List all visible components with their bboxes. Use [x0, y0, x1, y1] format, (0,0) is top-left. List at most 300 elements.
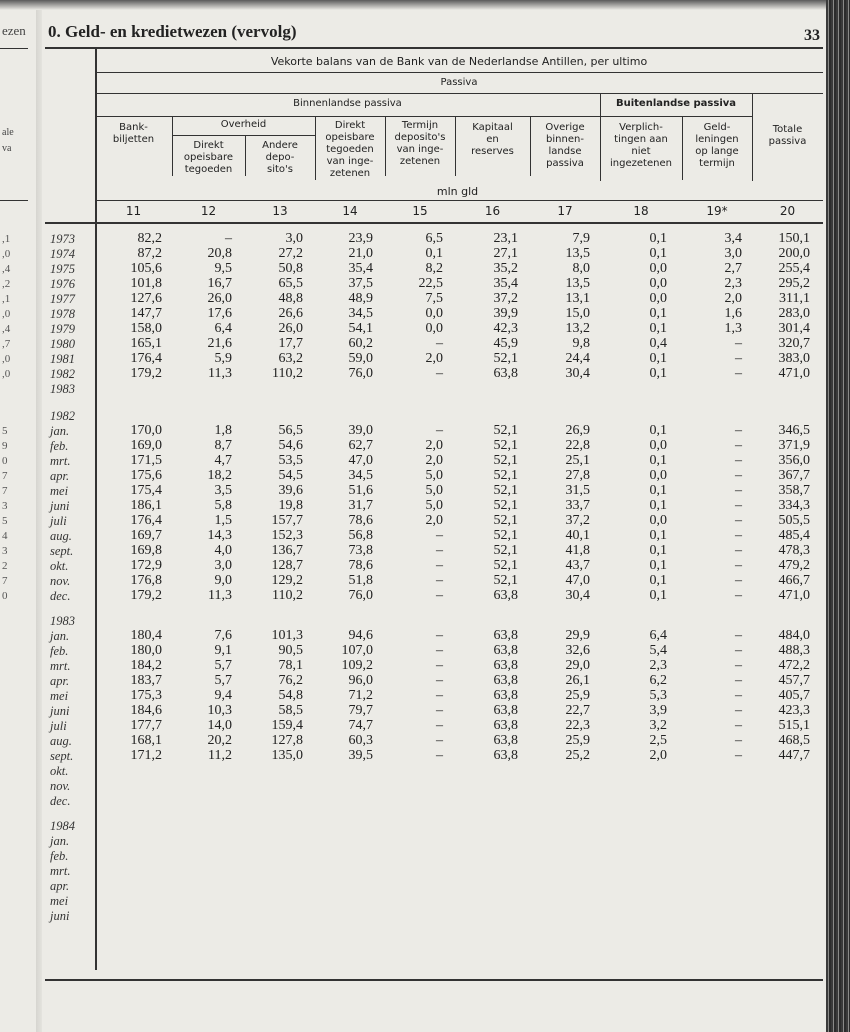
table-cell: 457,7 — [778, 673, 810, 688]
table-cell: 24,4 — [565, 351, 590, 366]
table-cell: 0,4 — [649, 336, 667, 351]
table-cell: 48,9 — [348, 291, 373, 306]
table-cell: 175,4 — [130, 483, 162, 498]
table-cell: 25,9 — [565, 688, 590, 703]
table-cell: – — [735, 543, 742, 558]
table-cell: 13,5 — [565, 276, 590, 291]
scan-shadow — [0, 0, 850, 10]
table-cell: 14,3 — [207, 528, 232, 543]
table-cell: 59,0 — [348, 351, 373, 366]
table-cell: 34,5 — [348, 468, 373, 483]
table-cell: 9,8 — [572, 336, 590, 351]
column-number: 11 — [125, 204, 142, 218]
table-cell: 11,3 — [208, 366, 232, 381]
prev-page-digit: 4 — [2, 530, 8, 542]
table-cell: 157,7 — [271, 513, 303, 528]
row-label: 1979 — [50, 322, 75, 336]
row-label: 1981 — [50, 352, 75, 366]
row-label: 1975 — [50, 262, 75, 276]
table-cell: 255,4 — [778, 261, 810, 276]
table-cell: 11,2 — [208, 748, 232, 763]
column-header-20: Totale passiva — [768, 124, 807, 147]
table-cell: 42,3 — [493, 321, 518, 336]
table-cell: 7,6 — [214, 628, 232, 643]
column-header-18: Verplich- tingen aan niet ingezetenen — [610, 122, 672, 169]
column-number: 17 — [557, 204, 573, 218]
rule — [95, 72, 823, 73]
table-cell: 3,9 — [649, 703, 667, 718]
table-cell: 0,1 — [649, 588, 667, 603]
table-cell: 45,9 — [493, 336, 518, 351]
table-cell: 4,0 — [214, 543, 232, 558]
column-number: 15 — [412, 204, 428, 218]
table-cell: 52,1 — [493, 498, 518, 513]
table-cell: 35,4 — [493, 276, 518, 291]
table-cell: 37,2 — [493, 291, 518, 306]
prev-page-digit: ,7 — [2, 338, 11, 350]
table-cell: 63,8 — [493, 703, 518, 718]
table-cell: – — [735, 438, 742, 453]
table-cell: 63,8 — [493, 658, 518, 673]
table-cell: 346,5 — [778, 423, 810, 438]
rule — [172, 135, 315, 136]
table-cell: 1,8 — [214, 423, 232, 438]
table-cell: 52,1 — [493, 453, 518, 468]
table-cell: 50,8 — [278, 261, 303, 276]
table-cell: 3,0 — [724, 246, 742, 261]
table-cell: 2,7 — [724, 261, 742, 276]
table-cell: 101,3 — [271, 628, 303, 643]
table-caption: Vekorte balans van de Bank van de Nederlandse Antillen, per ultimo — [270, 55, 648, 68]
table-cell: 63,8 — [493, 628, 518, 643]
prev-page-digit: ,0 — [2, 308, 11, 320]
row-label: 1978 — [50, 307, 75, 321]
table-cell: 479,2 — [778, 558, 810, 573]
table-cell: 0,1 — [649, 453, 667, 468]
table-cell: 5,7 — [214, 658, 232, 673]
table-cell: 43,7 — [565, 558, 590, 573]
table-cell: 171,2 — [130, 748, 162, 763]
table-cell: 0,1 — [649, 231, 667, 246]
table-cell: 63,8 — [493, 643, 518, 658]
prev-page-digit: 0 — [2, 455, 8, 467]
row-label: feb. — [50, 644, 69, 658]
table-cell: 0,1 — [649, 573, 667, 588]
column-header-16: Kapitaal en reserves — [471, 122, 514, 157]
table-cell: 515,1 — [778, 718, 810, 733]
table-cell: 3,4 — [724, 231, 742, 246]
table-cell: 5,7 — [214, 673, 232, 688]
table-cell: 5,0 — [425, 498, 443, 513]
table-cell: 0,1 — [649, 366, 667, 381]
table-cell: 358,7 — [778, 483, 810, 498]
row-label: sept. — [50, 544, 74, 558]
table-cell: 0,1 — [649, 351, 667, 366]
table-cell: 63,8 — [493, 366, 518, 381]
table-cell: 176,4 — [130, 351, 162, 366]
table-cell: 1,5 — [214, 513, 232, 528]
table-cell: 71,2 — [348, 688, 373, 703]
table-cell: – — [735, 718, 742, 733]
table-cell: 0,0 — [649, 261, 667, 276]
column-header-12: Direkt opeisbare tegoeden — [183, 140, 234, 175]
table-cell: 29,0 — [565, 658, 590, 673]
table-cell: 129,2 — [271, 573, 303, 588]
table-cell: 52,1 — [493, 351, 518, 366]
table-cell: 63,8 — [493, 718, 518, 733]
table-cell: 159,4 — [271, 718, 303, 733]
table-cell: 26,0 — [278, 321, 303, 336]
table-cell: 472,2 — [778, 658, 810, 673]
table-cell: 35,4 — [348, 261, 373, 276]
table-cell: – — [735, 673, 742, 688]
table-cell: 90,5 — [278, 643, 303, 658]
prev-page-digit: 7 — [2, 485, 8, 497]
table-cell: 47,0 — [565, 573, 590, 588]
table-cell: 478,3 — [778, 543, 810, 558]
table-cell: 30,4 — [565, 366, 590, 381]
table-cell: 26,6 — [278, 306, 303, 321]
table-cell: 9,4 — [214, 688, 232, 703]
table-cell: 58,5 — [278, 703, 303, 718]
header-overheid: Overheid — [220, 119, 267, 130]
table-cell: – — [436, 643, 443, 658]
rule — [600, 116, 752, 117]
table-cell: – — [735, 703, 742, 718]
table-cell: – — [735, 688, 742, 703]
table-cell: 40,1 — [565, 528, 590, 543]
table-cell: 52,1 — [493, 573, 518, 588]
prev-page-digit: ,4 — [2, 263, 11, 275]
column-number: 20 — [779, 204, 796, 218]
table-cell: – — [735, 588, 742, 603]
year-label: 1984 — [50, 819, 75, 833]
table-cell: 2,0 — [724, 291, 742, 306]
year-label: 1983 — [50, 614, 75, 628]
table-cell: 21,6 — [207, 336, 232, 351]
prev-page-digit: 3 — [2, 500, 8, 512]
table-cell: 63,2 — [278, 351, 303, 366]
table-cell: – — [735, 423, 742, 438]
table-cell: 488,3 — [778, 643, 810, 658]
table-cell: 19,8 — [278, 498, 303, 513]
table-cell: – — [436, 528, 443, 543]
row-label: mei — [50, 689, 69, 703]
table-cell: 48,8 — [278, 291, 303, 306]
table-cell: 13,1 — [565, 291, 590, 306]
table-cell: 3,2 — [649, 718, 667, 733]
row-label: okt. — [50, 559, 69, 573]
table-cell: 405,7 — [778, 688, 810, 703]
prev-page-digit: 5 — [2, 425, 8, 437]
table-cell: 301,4 — [778, 321, 810, 336]
table-cell: 172,9 — [130, 558, 162, 573]
table-cell: 152,3 — [271, 528, 303, 543]
table-cell: 2,3 — [724, 276, 742, 291]
table-cell: 14,0 — [207, 718, 232, 733]
table-cell: – — [436, 573, 443, 588]
table-cell: 22,3 — [565, 718, 590, 733]
table-cell: 3,0 — [214, 558, 232, 573]
table-cell: 5,9 — [214, 351, 232, 366]
column-header-13: Andere depo- sito's — [262, 140, 298, 175]
table-cell: 179,2 — [130, 366, 162, 381]
row-label: 1973 — [50, 232, 75, 246]
table-cell: 23,1 — [493, 231, 518, 246]
prev-page-digit: ,0 — [2, 248, 11, 260]
table-cell: 8,2 — [425, 261, 443, 276]
table-cell: 79,7 — [348, 703, 373, 718]
table-cell: 22,8 — [565, 438, 590, 453]
table-cell: 20,2 — [207, 733, 232, 748]
rule — [45, 222, 823, 224]
table-cell: 34,5 — [348, 306, 373, 321]
row-label: mrt. — [50, 454, 71, 468]
table-cell: 73,8 — [348, 543, 373, 558]
table-cell: 371,9 — [778, 438, 810, 453]
table-cell: 175,6 — [130, 468, 162, 483]
table-cell: 20,8 — [207, 246, 232, 261]
page-title: 0. Geld- en kredietwezen (vervolg) — [48, 22, 297, 41]
table-cell: – — [735, 366, 742, 381]
table-cell: 60,2 — [348, 336, 373, 351]
table-cell: 52,1 — [493, 438, 518, 453]
table-cell: 5,0 — [425, 483, 443, 498]
row-label: juli — [50, 719, 67, 733]
row-label: juni — [50, 909, 70, 923]
table-cell: 127,8 — [271, 733, 303, 748]
table-cell: 0,1 — [649, 246, 667, 261]
table-cell: 0,0 — [425, 321, 443, 336]
table-cell: 179,2 — [130, 588, 162, 603]
table-cell: 10,3 — [207, 703, 232, 718]
table-cell: 22,7 — [565, 703, 590, 718]
book-gutter — [36, 0, 42, 1032]
table-cell: 5,8 — [214, 498, 232, 513]
row-label: dec. — [50, 794, 71, 808]
row-label: mei — [50, 484, 69, 498]
table-cell: 110,2 — [272, 366, 303, 381]
table-cell: 2,0 — [425, 438, 443, 453]
table-cell: 26,9 — [565, 423, 590, 438]
prev-page-digit: 5 — [2, 515, 8, 527]
column-number: 12 — [200, 204, 217, 218]
prev-page-fragment: va — [2, 143, 12, 154]
table-cell: 94,6 — [348, 628, 373, 643]
header-buitenlandse-passiva: Buitenlandse passiva — [615, 98, 737, 109]
table-cell: 2,3 — [649, 658, 667, 673]
table-cell: 25,1 — [565, 453, 590, 468]
page-number: 33 — [804, 27, 820, 44]
table-cell: 25,9 — [565, 733, 590, 748]
table-cell: – — [735, 513, 742, 528]
table-cell: 29,9 — [565, 628, 590, 643]
table-cell: 52,1 — [493, 423, 518, 438]
table-cell: 82,2 — [137, 231, 162, 246]
prev-page-rule — [0, 200, 28, 201]
table-cell: 169,8 — [130, 543, 162, 558]
prev-page-digit: 7 — [2, 575, 8, 587]
table-cell: 170,0 — [130, 423, 162, 438]
table-cell: 6,2 — [649, 673, 667, 688]
table-cell: – — [436, 703, 443, 718]
table-cell: 35,2 — [493, 261, 518, 276]
column-header-19: Geld- leningen op lange termijn — [695, 122, 739, 169]
table-cell: 63,8 — [493, 673, 518, 688]
table-cell: – — [735, 643, 742, 658]
table-cell: 63,8 — [493, 733, 518, 748]
table-cell: 0,1 — [649, 558, 667, 573]
table-cell: 47,0 — [348, 453, 373, 468]
table-cell: 186,1 — [130, 498, 162, 513]
table-cell: 0,0 — [649, 513, 667, 528]
table-cell: – — [436, 628, 443, 643]
table-cell: 158,0 — [130, 321, 162, 336]
table-cell: – — [436, 718, 443, 733]
table-cell: 13,5 — [565, 246, 590, 261]
table-cell: 27,2 — [278, 246, 303, 261]
table-cell: 177,7 — [130, 718, 162, 733]
table-cell: 1,3 — [724, 321, 742, 336]
table-cell: 150,1 — [778, 231, 810, 246]
table-cell: 0,0 — [649, 291, 667, 306]
table-cell: 101,8 — [130, 276, 162, 291]
prev-page-digit: 2 — [2, 560, 8, 572]
row-label: dec. — [50, 589, 71, 603]
table-cell: 60,3 — [348, 733, 373, 748]
table-cell: 63,8 — [493, 588, 518, 603]
table-cell: 11,3 — [208, 588, 232, 603]
table-cell: 39,5 — [348, 748, 373, 763]
table-cell: 505,5 — [778, 513, 810, 528]
table-cell: 295,2 — [778, 276, 810, 291]
prev-page-digit: 9 — [2, 440, 8, 452]
table-cell: 176,8 — [130, 573, 162, 588]
table-cell: 39,9 — [493, 306, 518, 321]
table-cell: 78,1 — [278, 658, 303, 673]
table-cell: 3,5 — [214, 483, 232, 498]
table-cell: 76,0 — [348, 366, 373, 381]
table-cell: – — [436, 688, 443, 703]
table-cell: 0,1 — [649, 543, 667, 558]
table-cell: 2,0 — [425, 351, 443, 366]
table-cell: 54,8 — [278, 688, 303, 703]
table-cell: 175,3 — [130, 688, 162, 703]
table-cell: 184,6 — [130, 703, 162, 718]
table-cell: 147,7 — [130, 306, 162, 321]
table-cell: 56,8 — [348, 528, 373, 543]
table-cell: 51,6 — [348, 483, 373, 498]
table-cell: – — [735, 748, 742, 763]
unit-label: mln gld — [436, 185, 479, 198]
table-cell: 2,0 — [425, 453, 443, 468]
table-cell: 6,4 — [649, 628, 667, 643]
prev-page-digit: 7 — [2, 470, 8, 482]
table-cell: 30,4 — [565, 588, 590, 603]
table-cell: – — [735, 628, 742, 643]
header-binnenlandse-passiva: Binnenlandse passiva — [293, 98, 402, 109]
table-cell: 52,1 — [493, 528, 518, 543]
table-cell: 169,7 — [130, 528, 162, 543]
table-cell: 183,7 — [130, 673, 162, 688]
table-cell: 52,1 — [493, 543, 518, 558]
table-cell: 16,7 — [207, 276, 232, 291]
table-cell: 78,6 — [348, 513, 373, 528]
table-cell: 21,0 — [348, 246, 373, 261]
table-cell: 1,6 — [724, 306, 742, 321]
table-cell: 5,3 — [649, 688, 667, 703]
row-label: sept. — [50, 749, 74, 763]
row-label: feb. — [50, 439, 69, 453]
table-cell: 485,4 — [778, 528, 810, 543]
table-cell: 26,1 — [565, 673, 590, 688]
row-label: 1982 — [50, 367, 75, 381]
column-number: 16 — [484, 204, 501, 218]
table-cell: 0,1 — [649, 306, 667, 321]
rule — [95, 93, 823, 94]
table-cell: 65,5 — [278, 276, 303, 291]
table-cell: 107,0 — [341, 643, 373, 658]
table-cell: 52,1 — [493, 483, 518, 498]
prev-page-digit: ,2 — [2, 278, 11, 290]
table-cell: – — [436, 588, 443, 603]
table-cell: 6,5 — [425, 231, 443, 246]
table-cell: 383,0 — [778, 351, 810, 366]
row-label: 1974 — [50, 247, 75, 261]
prev-page-digit: ,0 — [2, 368, 11, 380]
table-cell: 54,1 — [348, 321, 373, 336]
prev-page-rule — [0, 48, 28, 49]
table-cell: 311,1 — [779, 291, 810, 306]
table-cell: 52,1 — [493, 468, 518, 483]
table-cell: 31,5 — [565, 483, 590, 498]
column-header-14: Direkt opeisbare tegoeden van inge- zetenen — [325, 120, 375, 179]
table-cell: 128,7 — [271, 558, 303, 573]
table-cell: 136,7 — [271, 543, 303, 558]
row-label: juli — [50, 514, 67, 528]
table-cell: 51,8 — [348, 573, 373, 588]
table-cell: 41,8 — [565, 543, 590, 558]
table-cell: 184,2 — [130, 658, 162, 673]
table-cell: 87,2 — [137, 246, 162, 261]
table-cell: – — [735, 453, 742, 468]
table-cell: 0,1 — [649, 423, 667, 438]
table-cell: – — [735, 336, 742, 351]
table-cell: 52,1 — [493, 558, 518, 573]
row-label: mrt. — [50, 864, 71, 878]
table-cell: 62,7 — [348, 438, 373, 453]
row-label: jan. — [50, 834, 70, 848]
table-cell: – — [735, 498, 742, 513]
table-cell: 334,3 — [778, 498, 810, 513]
table-cell: – — [436, 558, 443, 573]
book-edge — [826, 0, 850, 1032]
table-cell: 468,5 — [778, 733, 810, 748]
table-cell: 2,0 — [425, 513, 443, 528]
row-label: aug. — [50, 529, 72, 543]
table-cell: 39,0 — [348, 423, 373, 438]
table-cell: 168,1 — [130, 733, 162, 748]
table-cell: 17,6 — [207, 306, 232, 321]
prev-page-digit: ,1 — [2, 293, 11, 305]
table-cell: 109,2 — [341, 658, 373, 673]
table-cell: 283,0 — [778, 306, 810, 321]
table-cell: 2,5 — [649, 733, 667, 748]
table-cell: 2,0 — [649, 748, 667, 763]
table-cell: – — [436, 543, 443, 558]
table-cell: 9,5 — [214, 261, 232, 276]
table-cell: 0,1 — [649, 483, 667, 498]
